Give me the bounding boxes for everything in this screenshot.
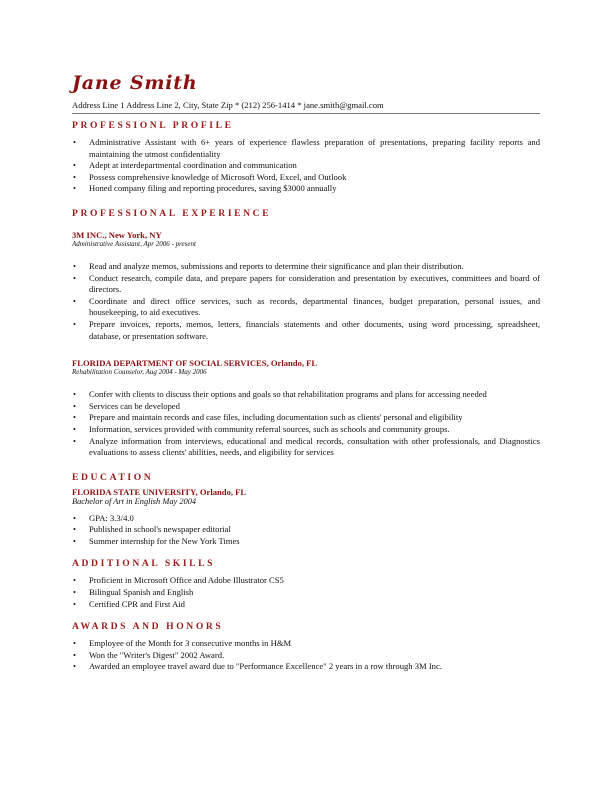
list-item: • Services can be developed (72, 401, 540, 413)
skills-heading: ADDITIONAL SKILLS (72, 558, 216, 570)
degree: Bachelor of Art in English May 2004 (72, 496, 197, 506)
list-item: • Read and analyze memos, submissions and reports to determine their significance and plan their distribution. (72, 261, 540, 273)
profile-heading: PROFESSIONL PROFILE (72, 120, 234, 131)
job-role: Administrative Assistant, Apr 2006 - present (72, 239, 196, 248)
job-duties-list (72, 389, 540, 459)
list-item: • Honed company filing and reporting procedures, saving $3000 annually (72, 183, 540, 195)
job-entry (72, 358, 540, 459)
list-item: • Confer with clients to discuss their options and goals so that rehabilitation programs and plans for accessing needed (72, 389, 540, 401)
profile-section (72, 120, 540, 195)
list-item: • Certified CPR and First Aid (72, 599, 540, 611)
list-item: • Information, services provided with community referral sources, such as schools and community groups. (72, 424, 540, 436)
list-item: • Summer internship for the New York Times (72, 536, 540, 548)
school-name: FLORIDA STATE UNIVERSITY, Orlando, FL (72, 486, 247, 497)
experience-section (72, 208, 540, 459)
awards-list (72, 638, 540, 673)
job-employer: FLORIDA DEPARTMENT OF SOCIAL SERVICES, Orlando, FL (72, 358, 318, 369)
education-section (72, 472, 540, 548)
list-item: • Employee of the Month for 3 consecutive months in H&M (72, 638, 540, 650)
list-item: • Awarded an employee travel award due to "Performance Excellence" 2 years in a row through 3M Inc. (72, 661, 540, 673)
experience-heading: PROFESSIONAL EXPERIENCE (72, 207, 272, 219)
list-item: • Prepare invoices, reports, memos, letters, financials statements and other documents, using word processing, spreadsheet, database, or presentation software. (72, 319, 540, 342)
job-employer: 3M INC., New York, NY (72, 229, 162, 240)
list-item: • Bilingual Spanish and English (72, 587, 540, 599)
job-role: Rehabilitation Counselor, Aug 2004 - May 2006 (72, 368, 207, 377)
list-item: • Published in school's newspaper editorial (72, 524, 540, 536)
job-duties-list (72, 261, 540, 342)
skills-list (72, 575, 540, 610)
list-item: • Analyze information from interviews, educational and medical records, consultation with other professionals, and Diagnostics evaluations to assess clients' abilities, needs, and eligibility for services (72, 436, 540, 459)
list-item: • Proficient in Microsoft Office and Adobe Illustrator CS5 (72, 575, 540, 587)
education-heading: EDUCATION (72, 471, 154, 483)
job-entry (72, 230, 540, 342)
list-item: • Adept at interdepartmental coordination and communication (72, 160, 540, 172)
list-item: • GPA: 3.3/4.0 (72, 513, 540, 525)
list-item: • Won the "Writer's Digest" 2002 Award. (72, 650, 540, 662)
list-item: • Conduct research, compile data, and prepare papers for consideration and presentation by executives, committees and board of directors. (72, 273, 540, 296)
skills-section (72, 558, 540, 610)
list-item: • Coordinate and direct office services, such as records, departmental finances, budget preparation, personal issues, and housekeeping, to aid executives. (72, 296, 540, 319)
contact-line: Address Line 1 Address Line 2, City, State Zip * (212) 256-1414 * jane.smith@gmail.com (72, 94, 540, 114)
education-list (72, 513, 540, 548)
list-item: • Administrative Assistant with 6+ years of experience flawless preparation of presentations, preparing facility reports and maintaining the utmost confidentiality (72, 137, 540, 160)
resume-page (72, 72, 540, 673)
awards-section (72, 621, 540, 673)
profile-list (72, 137, 540, 195)
list-item: • Prepare and maintain records and case files, including documentation such as clients' personal and eligibility (72, 412, 540, 424)
candidate-name: Jane Smith (72, 72, 198, 94)
list-item: • Possess comprehensive knowledge of Microsoft Word, Excel, and Outlook (72, 172, 540, 184)
awards-heading: AWARDS AND HONORS (72, 621, 224, 633)
